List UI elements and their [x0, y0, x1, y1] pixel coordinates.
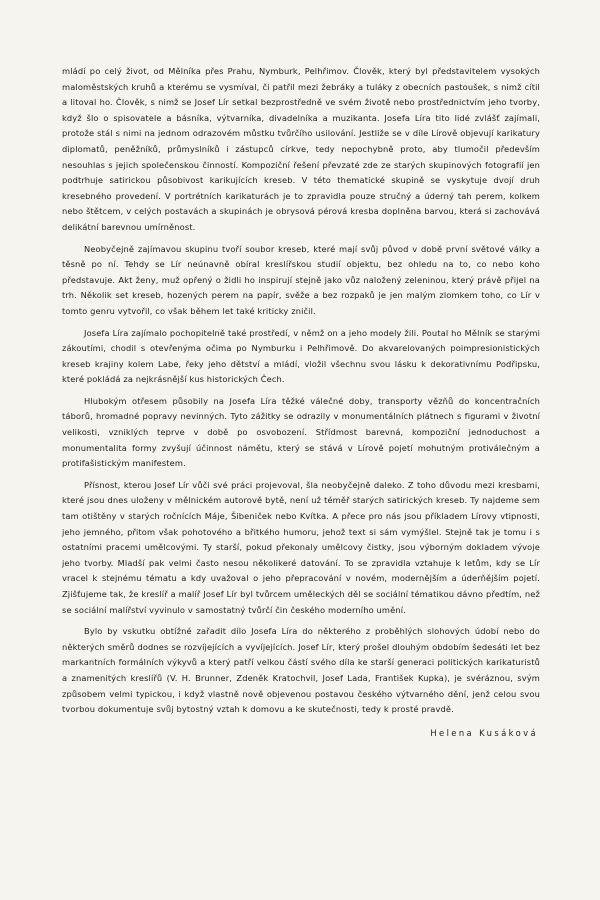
author-signature: Helena Kusáková [430, 727, 538, 738]
paragraph-3: Josefa Líra zajímalo pochopitelně také prostředí, v němž on a jeho modely žili. Poutal ho Mělník se starými zákoutími, chodil s otevřenýma očima po Nymburku i Pelhřimově. Do akvarelovaných poimpresionistických kreseb krajiny kolem Labe, řeky jeho dětství a mládí, vložil všechnu svou lásku k dekorativnímu Podřipsku, které pokládá za nejkrásnější kus historických Čech. [62, 327, 540, 385]
paragraph-1: mládí po celý život, od Mělníka přes Prahu, Nymburk, Pelhřimov. Člověk, který byl představitelem vysokých maloměstských kruhů a kterému se vysmíval, či patřil mezi žebráky a tuláky z obecních pastoušek, s nimž cítil a litoval ho. Člověk, s nimž se Josef Lír setkal bezprostředně ve svém životě nebo prostřednictvím jeho tvorby, když šlo o spisovatele a básníka, výtvarníka, divadelníka a muzikanta. Josefa Líra tito lidé zvlášť zajímali, protože stál s nimi na jednom odrazovém můstku tvůrčího usilování. Jestliže se v díle Lírově objevují karikatury diplomatů, peněžníků, průmyslníků i zástupců církve, tedy nepochybně proto, aby tlumočil především nesouhlas s jejich společenskou činností. Kompoziční řešení převzaté zde ze starých skupinových fotografií jen podtrhuje satirickou působivost karikujících kreseb. V této thematické skupině se vyskytuje dvojí druh kresebného provedení. V portrétních karikaturách je to zpravidla pouze stručný a úderný tah perem, kolkem nebo štětcem, v celých postavách a skupinách je obrysová pérová kresba doplněna barvou, která si zachovává delikátní barevnou umírněnost. [62, 66, 540, 232]
paragraph-5: Přísnost, kterou Josef Lír vůči své práci projevoval, šla neobyčejně daleko. Z toho důvodu mezi kresbami, které jsou dnes uloženy v mělnickém autorově bytě, není už téměř starých satirických kreseb. Ty najdeme sem tam otištěny v starých ročnících Máje, Šibeniček nebo Kvítka. A přece pro nás jsou příkladem Lírovy vtipnosti, jeho jemného, přitom však pohotového a břitkého humoru, jehož text si sám vymýšlel. Stejně tak je tomu i s ostatními pracemi umělcovými. Ty starší, pokud překonaly umělcovy čistky, jsou výborným dokladem vývoje jeho tvorby. Mladší pak velmi často nesou několikeré datování. To se zpravidla vztahuje k letům, kdy se Lír vracel k stejnému tématu a kdy uvažoval o jeho přepracování v novém, modernějším a úderňějším pojetí. Zjišťujeme tak, že kreslíř a malíř Josef Lír byl tvůrcem uměleckých děl se sociální tématikou dávno předtím, než se sociální malířství vyvinulo v samostatný tvůrčí čin českého moderního umění. [62, 479, 540, 615]
paragraph-4: Hlubokým otřesem působily na Josefa Líra těžké válečné doby, transporty vězňů do koncentračních táborů, hromadné popravy nevinných. Tyto zážitky se odrazily v monumentálních plátnech s figurami v životní velikosti, vzniklých teprve v době po osvobození. Střídmost barevná, kompoziční jednoduchost a monumentalita formy zvyšují účinnost námětu, který se stává v Lírově pojetí mohutným protiválečným a protifašistickým manifestem. [62, 395, 540, 469]
paragraph-2: Neobyčejně zajímavou skupinu tvoří soubor kreseb, které mají svůj původ v době první světové války a těsně po ní. Tehdy se Lír neúnavně obíral kreslířskou studií objektu, bez ohledu na to, co nebo koho představuje. Akt ženy, muž opřený o židli ho inspirují stejně jako vůz naložený zeleninou, který právě přijel na trh. Několik set kreseb, hozených perem na papír, svěže a bez rozpaků je jen malým zlomkem toho, co Lír v tomto genru vytvořil, co však během let také kriticky zničil. [62, 243, 540, 316]
paragraph-6: Bylo by vskutku obtížné zařadit dílo Josefa Líra do některého z proběhlých slohových údobí nebo do některých směrů dodnes se rozvíjejících a vyvíjejících. Josef Lír, který prošel dlouhým obdobím šedesáti let bez markantních formálních výkyvů a který patří velkou částí svého díla ke starší generaci politických karikaturistů a znamenitých kreslířů (V. H. Brunner, Zdeněk Kratochvil, Josef Lada, František Kupka), je svéráznou, svým způsobem velmi typickou, i když vlastně nově objevenou postavou českého výtvarného dění, jenž celou svou tvorbou dokumentuje svůj bytostný vztah k domovu a ke skutečnosti, tedy k prosté pravdě. [62, 626, 540, 715]
article-body [62, 64, 540, 738]
